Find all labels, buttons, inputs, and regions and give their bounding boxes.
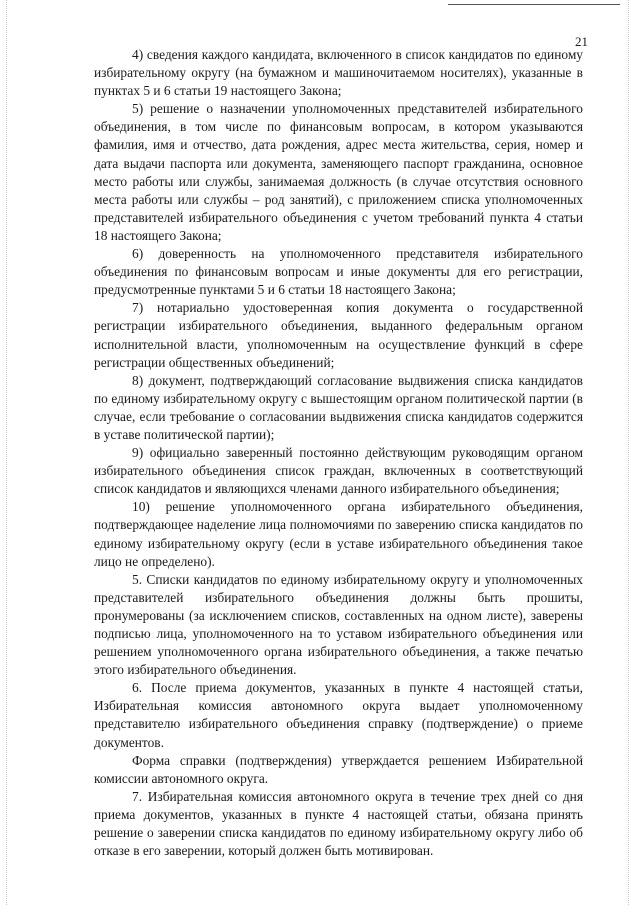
document-body <box>94 46 583 860</box>
paragraph-item-5: 5) решение о назначении уполномоченных представителей избирательного объединения, в том числе по финансовым вопросам, в котором указываются фамилия, имя и отчество, дата рождения, адрес места жительства, серия, номер и дата выдачи паспорта или документа, заменяющего паспорт гражданина, основное место работы или службы, занимаемая должность (в случае отсутствия основного места работы или службы – род занятий), с приложением списка уполномоченных представителей избирательного объединения с учетом требований пункта 4 статьи 18 настоящего Закона; <box>94 101 583 243</box>
paragraph-clause-6: 6. После приема документов, указанных в пункте 4 настоящей статьи, Избирательная комиссия автономного округа выдает уполномоченному представителю избирательного объединения справку (подтверждение) о приеме документов. <box>94 680 583 750</box>
paragraph-item-10: 10) решение уполномоченного органа избирательного объединения, подтверждающее наделение лица полномочиями по заверению списка кандидатов по единому избирательному округу (если в уставе избирательного объединения такое лицо не определено). <box>94 499 583 569</box>
paragraph-item-6: 6) доверенность на уполномоченного представителя избирательного объединения по финансовым вопросам и иные документы для его регистрации, предусмотренные пунктами 5 и 6 статьи 18 настоящего Закона; <box>94 246 583 298</box>
paragraph-item-4: 4) сведения каждого кандидата, включенного в список кандидатов по единому избирательному округу (на бумажном и машиночитаемом носителях), указанные в пунктах 5 и 6 статьи 19 настоящего Закона; <box>94 47 583 99</box>
left-margin-mark <box>6 0 8 905</box>
page-number: 21 <box>575 34 588 49</box>
top-rule <box>448 4 620 5</box>
paragraph-item-8: 8) документ, подтверждающий согласование выдвижения списка кандидатов по единому избирательному округу с вышестоящим органом политической партии (в случае, если требование о согласовании выдвижения списка кандидатов содержится в уставе политической партии); <box>94 372 583 442</box>
paragraph-item-9: 9) официально заверенный постоянно действующим руководящим органом избирательного объединения список граждан, включенных в соответствующий список кандидатов и являющихся членами данного избирательного объединения; <box>94 445 583 497</box>
paragraph-clause-7: 7. Избирательная комиссия автономного округа в течение трех дней со дня приема документов, указанных в пункте 4 настоящей статьи, обязана принять решение о заверении списка кандидатов по единому избирательному округу либо об отказе в его заверении, который должен быть мотивирован. <box>94 788 583 859</box>
paragraph-form-note: Форма справки (подтверждения) утверждается решением Избирательной комиссии автономного округа. <box>94 752 583 786</box>
paragraph-clause-5: 5. Списки кандидатов по единому избирательному округу и уполномоченных представителей избирательного объединения должны быть прошиты, пронумерованы (за исключением списков, составленных на одном листе), заверены подписью лица, уполномоченного на то уставом избирательного объединения или решением уполномоченного органа избирательного объединения, а также печатью этого избирательного объединения. <box>94 571 583 678</box>
paragraph-item-7: 7) нотариально удостоверенная копия документа о государственной регистрации избирательного объединения, выданного федеральным органом исполнительной власти, уполномоченным на осуществление функций в сфере регистрации общественных объединений; <box>94 300 583 370</box>
right-margin-mark <box>628 0 630 905</box>
